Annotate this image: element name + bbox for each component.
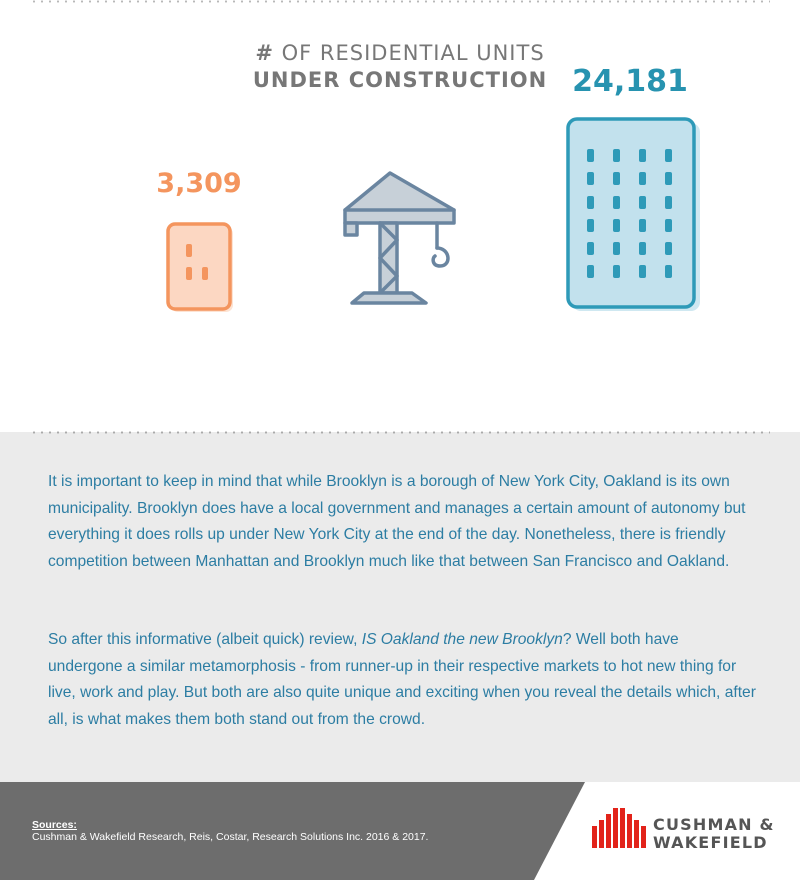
sources-label: Sources:: [32, 819, 77, 831]
small-building-icon: [164, 220, 236, 314]
title-line-1: OF RESIDENTIAL UNITS: [281, 41, 545, 65]
large-building-icon: [564, 115, 702, 315]
logo-text-line-1: CUSHMAN &: [653, 815, 775, 834]
top-dotted-divider: [30, 0, 770, 3]
logo-text-line-2: WAKEFIELD: [653, 833, 768, 852]
title-line-2: UNDER CONSTRUCTION: [252, 68, 548, 92]
paragraph-2: [48, 627, 756, 733]
cushman-wakefield-logo-mark: [592, 806, 646, 848]
paragraph-2-intro: So after this informative (albeit quick) review,: [48, 631, 362, 648]
construction-crane-icon: [340, 168, 460, 308]
paragraph-2-emphasis: IS Oakland the new Brooklyn: [361, 631, 563, 648]
paragraph-1: It is important to keep in mind that while Brooklyn is a borough of New York City, Oakland is its own municipality. Brooklyn does have a local government and manages a certain amount of autonomy but everything it does rolls up under New York City at the end of the day. Nonetheless, there is friendly competition between Manhattan and Brooklyn much like that between San Francisco and Oakland.: [48, 473, 746, 570]
middle-dotted-divider: [30, 431, 770, 434]
oakland-units-value: 3,309: [156, 168, 242, 199]
paragraph-2-rest: ? Well both have undergone a similar metamorphosis - from runner-up in their respective markets to hot new thing for live, work and play. But both are also quite unique and exciting when you reveal the details which, after all, is what makes them both stand out from the crowd.: [48, 631, 756, 728]
sources-text: Cushman & Wakefield Research, Reis, Costar, Research Solutions Inc. 2016 & 2017.: [32, 831, 429, 843]
brooklyn-units-value: 24,181: [572, 64, 688, 99]
title-symbol: #: [255, 41, 274, 65]
